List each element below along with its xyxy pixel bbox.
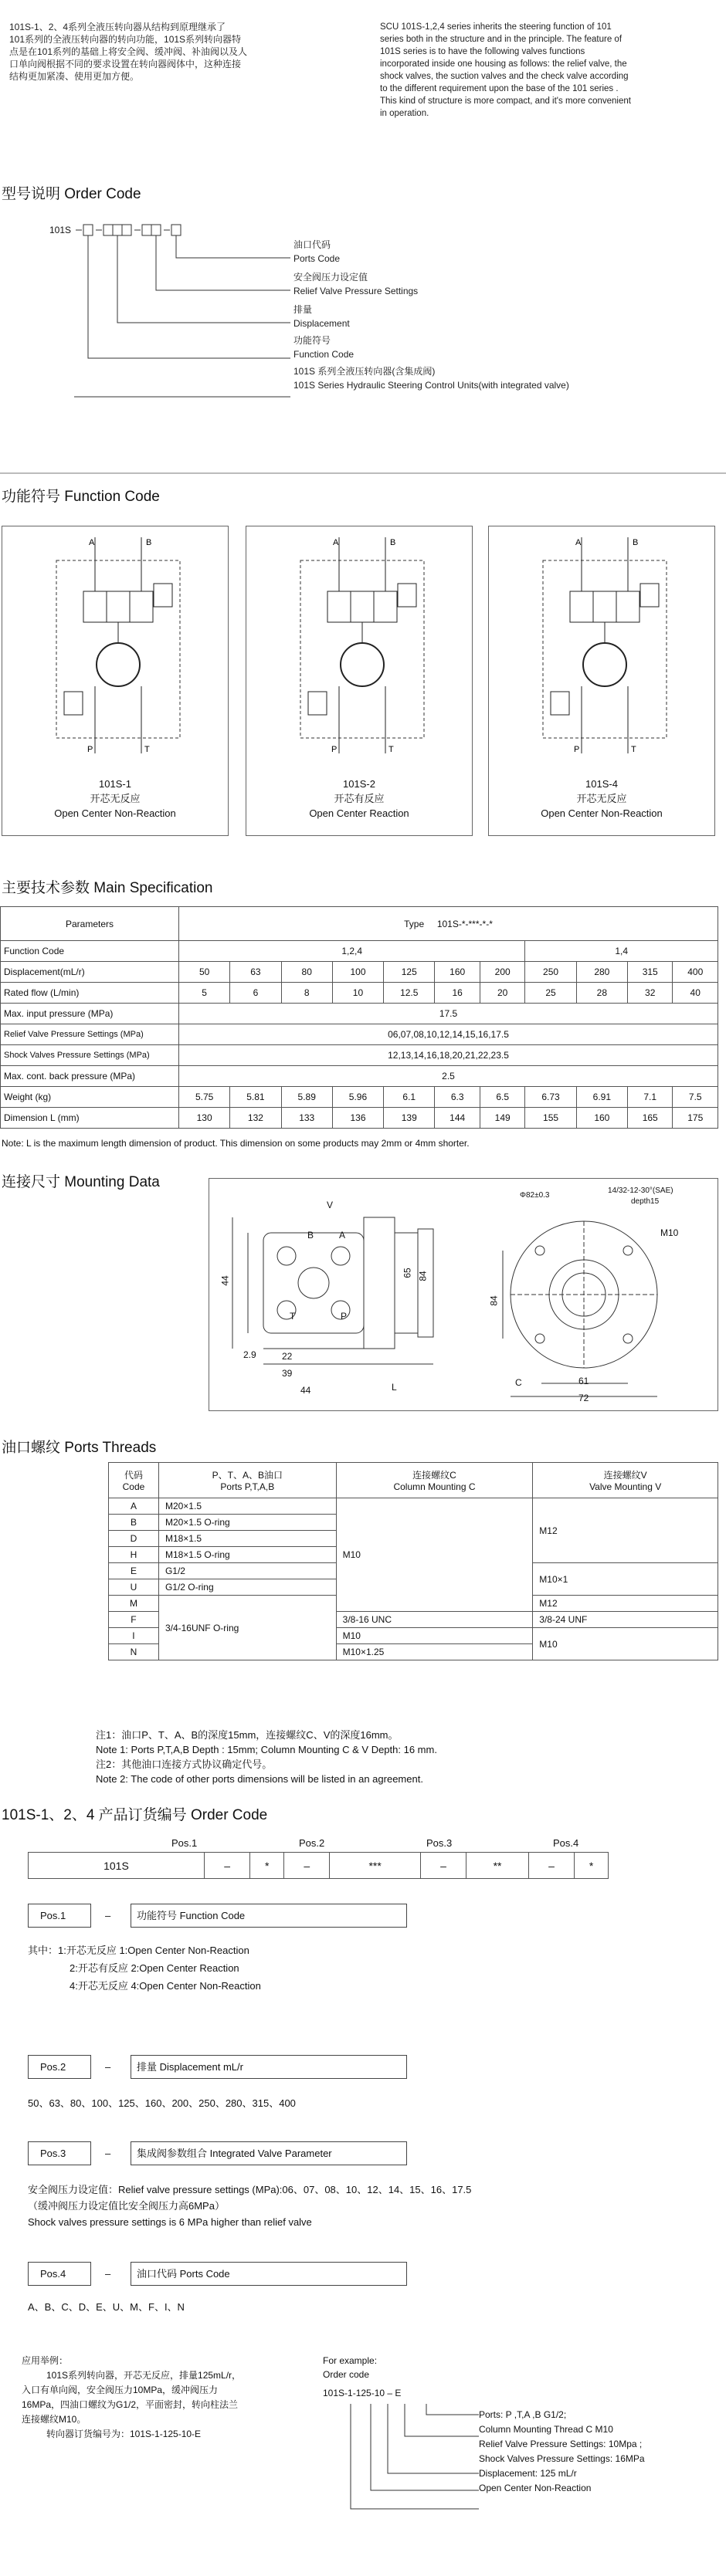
schematic-line bbox=[300, 560, 424, 738]
order-code-diagram bbox=[74, 219, 306, 420]
pos2-desc: 排量 Displacement mL/r bbox=[137, 2061, 243, 2073]
schematic-line bbox=[64, 692, 83, 715]
order-code-labels: 油口代码 Ports Code 安全阀压力设定值 Relief Valve Pressure Settings 排量 Displacement 功能符号 Function Code 101S 系列全液压转向器(含集成阀) 101S Series Hydraulic Steering Control Units(with integrated valve) bbox=[293, 239, 569, 391]
spec-row-label: Weight (kg) bbox=[1, 1087, 179, 1108]
ports-title: 油口螺纹 Ports Threads bbox=[2, 1440, 157, 1456]
port-label: B bbox=[633, 538, 639, 547]
spec-cell: 28 bbox=[576, 983, 627, 1004]
dash: – bbox=[105, 2268, 111, 2280]
schematic-line bbox=[56, 560, 180, 738]
spec-cell: 315 bbox=[627, 962, 673, 983]
spec-cell: 100 bbox=[332, 962, 383, 983]
spec-cell: 6.1 bbox=[384, 1087, 435, 1108]
spec-cell: 8 bbox=[281, 983, 332, 1004]
rear-view-drawing bbox=[487, 1194, 711, 1403]
spec-row-label: Relief Valve Pressure Settings (MPa) bbox=[1, 1024, 179, 1045]
ports-notes: 注1：油口P、T、A、B的深度15mm，连接螺纹C、V的深度16mm。 Note 1: Ports P,T,A,B Depth : 15mm; Column Mounting C & V Depth: 16 mm. 注2：其他油口连接方式协议确定代号。 Note 2: The code of other ports dimensions will be listed in an agreement. bbox=[96, 1729, 437, 1785]
spec-cell: 7.1 bbox=[627, 1087, 673, 1108]
dash: – bbox=[105, 2061, 111, 2073]
spec-cell: 160 bbox=[435, 962, 480, 983]
spec-header-parameters: Parameters bbox=[1, 907, 179, 941]
dim-label: 72 bbox=[578, 1393, 589, 1403]
ports-code: I bbox=[109, 1628, 159, 1644]
schematic-line bbox=[308, 692, 327, 715]
ports-thread: G1/2 O-ring bbox=[158, 1579, 336, 1596]
ports-thread: M18×1.5 O-ring bbox=[158, 1547, 336, 1563]
spec-row-label: Max. input pressure (MPa) bbox=[1, 1004, 179, 1024]
spec-cell: 7.5 bbox=[673, 1087, 718, 1108]
divider bbox=[0, 472, 726, 474]
ports-v: M12 bbox=[533, 1596, 718, 1612]
example-legend: Ports: P ,T,A ,B G1/2; Column Mounting Thread C M10 Relief Valve Pressure Settings: 10Mpa ; Shock Valves Pressure Settings: 16MPa Displacement: 125 mL/r Open Center Non-Reaction bbox=[479, 2409, 645, 2493]
port-label: T bbox=[388, 745, 394, 753]
spec-row-label: Max. cont. back pressure (MPa) bbox=[1, 1066, 179, 1087]
spec-row-dimension bbox=[1, 1108, 718, 1129]
spec-row-weight bbox=[1, 1087, 718, 1108]
pos3-desc: 集成阀参数组合 Integrated Valve Parameter bbox=[137, 2148, 332, 2159]
ports-thread: G1/2 bbox=[158, 1563, 336, 1579]
spec-cell: 12,13,14,16,18,20,21,22,23.5 bbox=[179, 1045, 718, 1066]
spec-cell: 200 bbox=[480, 962, 525, 983]
spec-row-label: Function Code bbox=[1, 941, 179, 962]
order-cell: ** bbox=[466, 1853, 529, 1879]
dash: – bbox=[105, 1910, 111, 1921]
order-code-table bbox=[28, 1852, 609, 1879]
dim-label: 84 bbox=[417, 1271, 429, 1281]
spec-table bbox=[0, 906, 718, 1129]
spec-cell: 40 bbox=[673, 983, 718, 1004]
schematic-line bbox=[341, 643, 384, 686]
schematic-line bbox=[398, 584, 416, 607]
schematic-line bbox=[327, 591, 397, 622]
schematic-line bbox=[543, 560, 667, 738]
spec-row-displacement bbox=[1, 962, 718, 983]
spec-cell: 280 bbox=[576, 962, 627, 983]
ports-c: 3/8-16 UNC bbox=[336, 1612, 533, 1628]
dim-label: 84 bbox=[488, 1295, 500, 1306]
dash: – bbox=[105, 2148, 111, 2159]
dim-label: 22 bbox=[282, 1351, 293, 1362]
spec-cell: 50 bbox=[179, 962, 230, 983]
spec-cell: 12.5 bbox=[384, 983, 435, 1004]
mounting-title: 连接尺寸 Mounting Data bbox=[2, 1174, 160, 1190]
spec-cell: 06,07,08,10,12,14,15,16,17.5 bbox=[179, 1024, 718, 1045]
dim-label: 44 bbox=[219, 1275, 231, 1286]
dim-label: L bbox=[392, 1382, 397, 1393]
dim-label: T bbox=[290, 1311, 296, 1322]
pos-label: Pos.2 bbox=[299, 1837, 325, 1849]
pos-label: Pos.4 bbox=[553, 1837, 579, 1849]
pos4-label-text: Pos.4 bbox=[40, 2268, 66, 2280]
diagram-101s-1: A B P T 101S-1 开芯无反应 Open Center Non-Reaction bbox=[2, 526, 229, 836]
ports-c: M10 bbox=[336, 1628, 533, 1644]
pos4-desc: 油口代码 Ports Code bbox=[137, 2268, 230, 2280]
ports-thread: M20×1.5 bbox=[158, 1498, 336, 1515]
pos1-label-text: Pos.1 bbox=[40, 1910, 66, 1921]
spec-cell: 5 bbox=[179, 983, 230, 1004]
ports-code: M bbox=[109, 1596, 159, 1612]
order-cell: – bbox=[420, 1853, 466, 1879]
spec-cell: 63 bbox=[230, 962, 281, 983]
port-label: T bbox=[144, 745, 150, 753]
ports-thread: M18×1.5 bbox=[158, 1531, 336, 1547]
dim-label: depth15 bbox=[631, 1197, 660, 1206]
ports-header-ptab: P、T、A、B油口 Ports P,T,A,B bbox=[158, 1463, 336, 1498]
pos3-label-text: Pos.3 bbox=[40, 2148, 66, 2159]
spec-title: 主要技术参数 Main Specification bbox=[2, 880, 213, 896]
port-label: B bbox=[146, 538, 152, 547]
spec-cell: 25 bbox=[525, 983, 576, 1004]
dim-label: 65 bbox=[402, 1268, 413, 1278]
spec-cell: 5.81 bbox=[230, 1087, 281, 1108]
port-label: A bbox=[89, 538, 95, 547]
pos2-label-text: Pos.2 bbox=[40, 2061, 66, 2073]
spec-cell: 400 bbox=[673, 962, 718, 983]
ports-code: E bbox=[109, 1563, 159, 1579]
spec-row-label: Dimension L (mm) bbox=[1, 1108, 179, 1129]
pos1-lines: 其中：1:开芯无反应 1:Open Center Non-Reaction 2:开芯有反应 2:Open Center Reaction 4:开芯无反应 4:Open Center Non-Reaction bbox=[28, 1945, 261, 1992]
spec-row-label: Displacement(mL/r) bbox=[1, 962, 179, 983]
spec-cell: 165 bbox=[627, 1108, 673, 1129]
spec-cell: 132 bbox=[230, 1108, 281, 1129]
spec-row-rated-flow bbox=[1, 983, 718, 1004]
spec-cell: 155 bbox=[525, 1108, 576, 1129]
dim-label: Φ82±0.3 bbox=[520, 1191, 550, 1200]
spec-cell: 5.75 bbox=[179, 1087, 230, 1108]
spec-cell: 149 bbox=[480, 1108, 525, 1129]
order-cell: * bbox=[250, 1853, 284, 1879]
diagram-101s-2: A B P T 101S-2 开芯有反应 Open Center Reaction bbox=[246, 526, 473, 836]
spec-cell: 130 bbox=[179, 1108, 230, 1129]
spec-cell: 160 bbox=[576, 1108, 627, 1129]
intro-cn: 101S-1、2、4系列全液压转向器从结构到原理继承了 101系列的全液压转向器的转向功能，101S系列转向器特 点是在101系列的基础上将安全阀、缓冲阀、补油阀以及人 口单向阀根据不同的要求设置在转向器阀体中，这种连接 结构更加紧凑、使用更加方便。 bbox=[9, 22, 248, 82]
example-cn: 应用举例： 101S系列转向器，开芯无反应，排量125mL/r， 入口有单向阀，安全阀压力10MPa，缓冲阀压力 16MPa，四油口螺纹为G1/2，平面密封，转向柱法兰 连接螺纹M10。 转向器订货编号为：101S-1-125-10-E bbox=[22, 2355, 242, 2439]
port-label: T bbox=[631, 745, 636, 753]
dim-label: A bbox=[339, 1230, 346, 1241]
spec-cell: 17.5 bbox=[179, 1004, 718, 1024]
pos-label: Pos.1 bbox=[171, 1837, 198, 1849]
ports-thread: M20×1.5 O-ring bbox=[158, 1515, 336, 1531]
dim-label: C bbox=[515, 1377, 522, 1388]
order-cell: – bbox=[528, 1853, 574, 1879]
spec-cell: 6.91 bbox=[576, 1087, 627, 1108]
dim-label: B bbox=[307, 1230, 314, 1241]
ports-header-v: 连接螺纹V Valve Mounting V bbox=[533, 1463, 718, 1498]
order-code-title: 型号说明 Order Code bbox=[2, 186, 141, 202]
ports-v: 3/8-24 UNF bbox=[533, 1612, 718, 1628]
ports-thread: 3/4-16UNF O-ring bbox=[158, 1596, 336, 1660]
hydraulic-schematic-icon bbox=[285, 537, 439, 753]
schematic-line bbox=[97, 643, 140, 686]
example-leader-lines bbox=[324, 2402, 479, 2526]
port-label: P bbox=[574, 745, 580, 753]
spec-cell: 6.73 bbox=[525, 1087, 576, 1108]
ports-code: H bbox=[109, 1547, 159, 1563]
pos1-desc: 功能符号 Function Code bbox=[137, 1910, 246, 1921]
dim-label: 2.9 bbox=[243, 1349, 256, 1360]
spec-cell: 136 bbox=[332, 1108, 383, 1129]
dim-label: M10 bbox=[660, 1227, 679, 1238]
dim-label: V bbox=[327, 1200, 334, 1210]
spec-cell: 5.89 bbox=[281, 1087, 332, 1108]
spec-row-label: Shock Valves Pressure Settings (MPa) bbox=[1, 1045, 179, 1066]
order-cell: * bbox=[575, 1853, 609, 1879]
schematic-line bbox=[551, 692, 569, 715]
spec-cell: 250 bbox=[525, 962, 576, 983]
spec-cell: 10 bbox=[332, 983, 383, 1004]
ports-code: F bbox=[109, 1612, 159, 1628]
ports-header-code: 代码 Code bbox=[109, 1463, 159, 1498]
ports-code: A bbox=[109, 1498, 159, 1515]
port-label: P bbox=[331, 745, 338, 753]
schematic-line bbox=[83, 591, 153, 622]
ports-c: M10 bbox=[336, 1498, 533, 1612]
spec-cell: 2.5 bbox=[179, 1066, 718, 1087]
schematic-line bbox=[583, 643, 626, 686]
order-code-prefix: 101S bbox=[49, 225, 72, 235]
spec-cell: 5.96 bbox=[332, 1087, 383, 1108]
mounting-drawing bbox=[209, 1178, 718, 1411]
pos3-lines: 安全阀压力设定值：Relief valve pressure settings (MPa):06、07、08、10、12、14、15、16、17.5 （缓冲阀压力设定值比安全阀压力高6MPa） Shock valves pressure settings is 6 MPa higher than relief valve bbox=[28, 2184, 472, 2228]
spec-cell: 20 bbox=[480, 983, 525, 1004]
ports-v: M10 bbox=[533, 1628, 718, 1660]
ports-header-c: 连接螺纹C Column Mounting C bbox=[336, 1463, 533, 1498]
dim-label: 44 bbox=[300, 1385, 311, 1396]
spec-header-type: Type 101S-*-***-*-* bbox=[179, 907, 718, 941]
dim-label: 14/32-12-30°(SAE) bbox=[608, 1186, 673, 1195]
diagram-101s-4: A B P T 101S-4 开芯无反应 Open Center Non-Reaction bbox=[488, 526, 715, 836]
dim-label: 61 bbox=[578, 1376, 589, 1386]
spec-cell: 125 bbox=[384, 962, 435, 983]
spec-cell: 1,4 bbox=[525, 941, 718, 962]
schematic-line bbox=[570, 591, 639, 622]
schematic-line bbox=[640, 584, 659, 607]
spec-cell: 6.3 bbox=[435, 1087, 480, 1108]
spec-row-label: Rated flow (L/min) bbox=[1, 983, 179, 1004]
ports-c: M10×1.25 bbox=[336, 1644, 533, 1660]
hydraulic-schematic-icon bbox=[41, 537, 195, 753]
ports-code: D bbox=[109, 1531, 159, 1547]
ports-code: U bbox=[109, 1579, 159, 1596]
spec-cell: 139 bbox=[384, 1108, 435, 1129]
pos4-line: A、B、C、D、E、U、M、F、I、N bbox=[28, 2301, 185, 2313]
schematic-line bbox=[154, 584, 172, 607]
spec-cell: 175 bbox=[673, 1108, 718, 1129]
order-cell: – bbox=[204, 1853, 249, 1879]
dim-label: P bbox=[341, 1311, 348, 1322]
example-en: For example: Order code 101S-1-125-10 – E bbox=[323, 2355, 402, 2398]
hydraulic-schematic-icon bbox=[528, 537, 682, 753]
spec-cell: 80 bbox=[281, 962, 332, 983]
spec-cell: 16 bbox=[435, 983, 480, 1004]
spec-cell: 6.5 bbox=[480, 1087, 525, 1108]
port-label: B bbox=[390, 538, 396, 547]
ports-code: N bbox=[109, 1644, 159, 1660]
ports-v: M12 bbox=[533, 1498, 718, 1563]
order-title: 101S-1、2、4 产品订货编号 Order Code bbox=[2, 1807, 268, 1823]
pos-label: Pos.3 bbox=[426, 1837, 453, 1849]
spec-cell: 133 bbox=[281, 1108, 332, 1129]
port-label: A bbox=[333, 538, 339, 547]
ports-v: M10×1 bbox=[533, 1563, 718, 1596]
intro-en: SCU 101S-1,2,4 series inherits the steering function of 101 series both in the structure and in the principle. The feature of 101S series is to have the following valves functions incorporated inside one housing as follows: the relief valve, the shock valves, the suction valves and the check valve according to the different requirement upon the base of the 101 series . This kind of structure is more compact, and it's more convenient in operation. bbox=[380, 22, 631, 118]
pos2-line: 50、63、80、100、125、160、200、250、280、315、400 bbox=[28, 2097, 296, 2109]
spec-cell: 6 bbox=[230, 983, 281, 1004]
order-cell: – bbox=[283, 1853, 329, 1879]
spec-cell: 144 bbox=[435, 1108, 480, 1129]
port-label: A bbox=[575, 538, 582, 547]
spec-cell: 1,2,4 bbox=[179, 941, 525, 962]
port-label: P bbox=[87, 745, 93, 753]
ports-table bbox=[108, 1462, 718, 1660]
spec-cell: 32 bbox=[627, 983, 673, 1004]
dim-label: 39 bbox=[282, 1368, 293, 1379]
spec-note: Note: L is the maximum length dimension of product. This dimension on some products may 2mm or 4mm shorter. bbox=[2, 1138, 470, 1149]
order-cell: *** bbox=[330, 1853, 420, 1879]
function-code-title: 功能符号 Function Code bbox=[2, 489, 160, 505]
ports-code: B bbox=[109, 1515, 159, 1531]
order-cell: 101S bbox=[29, 1853, 205, 1879]
front-view-drawing bbox=[217, 1186, 449, 1403]
